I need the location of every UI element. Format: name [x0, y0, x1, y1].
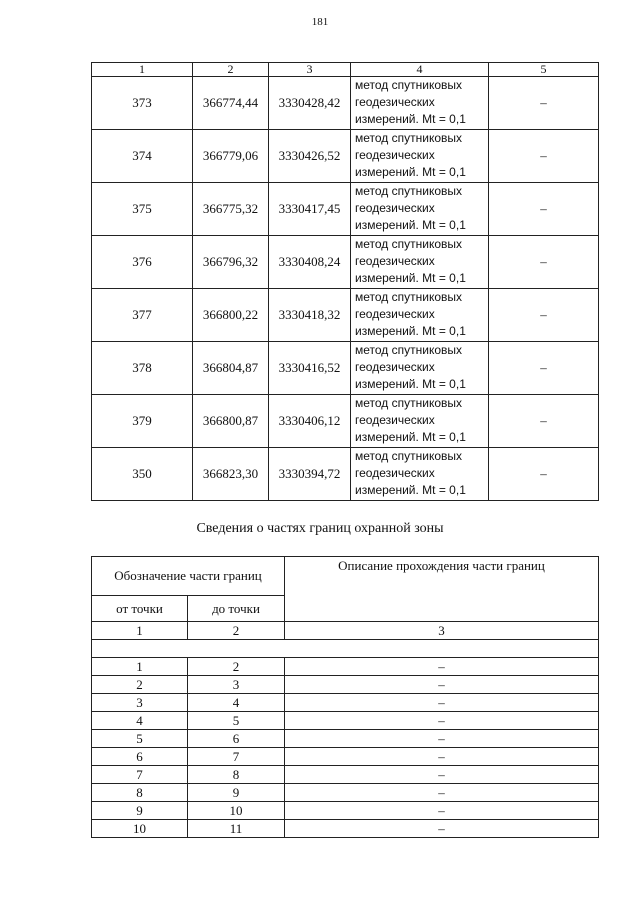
from-point-cell: 1 — [92, 658, 188, 676]
method-line: метод спутниковых — [355, 449, 463, 463]
method-cell — [351, 236, 489, 289]
to-point-cell: 5 — [188, 712, 285, 730]
col5-cell: – — [489, 448, 599, 501]
x-coordinate-cell: 366800,87 — [193, 395, 269, 448]
column-number-header: 1 — [92, 622, 188, 640]
method-cell — [351, 395, 489, 448]
designation-header: Обозначение части границ — [92, 557, 285, 596]
coordinates-row — [92, 183, 599, 236]
col5-cell: – — [489, 236, 599, 289]
point-number-cell: 350 — [92, 448, 193, 501]
parts-row — [92, 712, 599, 730]
col5-cell: – — [489, 130, 599, 183]
from-point-cell: 3 — [92, 694, 188, 712]
coordinates-row — [92, 342, 599, 395]
point-number-cell: 376 — [92, 236, 193, 289]
y-coordinate-cell: 3330418,32 — [269, 289, 351, 342]
method-line: геодезических — [355, 466, 435, 480]
to-point-cell: 2 — [188, 658, 285, 676]
description-cell: – — [285, 802, 599, 820]
from-point-cell: 2 — [92, 676, 188, 694]
coordinates-row — [92, 448, 599, 501]
coordinates-row — [92, 77, 599, 130]
description-cell: – — [285, 820, 599, 838]
x-coordinate-cell: 366796,32 — [193, 236, 269, 289]
y-coordinate-cell: 3330394,72 — [269, 448, 351, 501]
method-line: измерений. Mt = 0,1 — [355, 483, 466, 497]
description-cell: – — [285, 694, 599, 712]
parts-row — [92, 694, 599, 712]
description-header: Описание прохождения части границ — [285, 557, 599, 622]
y-coordinate-cell: 3330426,52 — [269, 130, 351, 183]
x-coordinate-cell: 366823,30 — [193, 448, 269, 501]
description-cell: – — [285, 748, 599, 766]
method-cell — [351, 183, 489, 236]
y-coordinate-cell: 3330406,12 — [269, 395, 351, 448]
method-line: метод спутниковых — [355, 184, 463, 198]
parts-row — [92, 766, 599, 784]
method-line: геодезических — [355, 201, 435, 215]
point-number-cell: 374 — [92, 130, 193, 183]
col5-cell: – — [489, 183, 599, 236]
method-line: метод спутниковых — [355, 343, 463, 357]
column-number-header: 3 — [269, 63, 351, 77]
x-coordinate-cell: 366800,22 — [193, 289, 269, 342]
method-line: измерений. Mt = 0,1 — [355, 324, 466, 338]
parts-row — [92, 730, 599, 748]
from-point-cell: 6 — [92, 748, 188, 766]
method-line: геодезических — [355, 254, 435, 268]
to-point-cell: 6 — [188, 730, 285, 748]
y-coordinate-cell: 3330428,42 — [269, 77, 351, 130]
y-coordinate-cell: 3330408,24 — [269, 236, 351, 289]
boundary-parts-table — [91, 556, 599, 838]
to-point-cell: 3 — [188, 676, 285, 694]
coordinates-row — [92, 236, 599, 289]
blank-row — [92, 640, 599, 658]
x-coordinate-cell: 366775,32 — [193, 183, 269, 236]
x-coordinate-cell: 366774,44 — [193, 77, 269, 130]
blank-cell — [92, 640, 599, 658]
method-line: метод спутниковых — [355, 78, 463, 92]
method-line: измерений. Mt = 0,1 — [355, 377, 466, 391]
to-point-cell: 7 — [188, 748, 285, 766]
method-cell — [351, 342, 489, 395]
point-number-cell: 378 — [92, 342, 193, 395]
method-line: метод спутниковых — [355, 237, 463, 251]
column-number-header: 2 — [188, 622, 285, 640]
to-point-cell: 10 — [188, 802, 285, 820]
coordinates-row — [92, 130, 599, 183]
parts-row — [92, 820, 599, 838]
coordinates-row — [92, 395, 599, 448]
method-line: метод спутниковых — [355, 131, 463, 145]
point-number-cell: 377 — [92, 289, 193, 342]
column-number-header: 5 — [489, 63, 599, 77]
parts-row — [92, 784, 599, 802]
y-coordinate-cell: 3330417,45 — [269, 183, 351, 236]
x-coordinate-cell: 366804,87 — [193, 342, 269, 395]
description-cell: – — [285, 676, 599, 694]
method-line: геодезических — [355, 413, 435, 427]
to-point-cell: 9 — [188, 784, 285, 802]
method-line: метод спутниковых — [355, 290, 463, 304]
parts-row — [92, 676, 599, 694]
method-cell — [351, 448, 489, 501]
method-line: измерений. Mt = 0,1 — [355, 112, 466, 126]
point-number-cell: 379 — [92, 395, 193, 448]
method-cell — [351, 77, 489, 130]
parts-row — [92, 802, 599, 820]
from-point-cell: 4 — [92, 712, 188, 730]
to-point-header: до точки — [188, 596, 285, 622]
method-line: измерений. Mt = 0,1 — [355, 271, 466, 285]
description-cell: – — [285, 658, 599, 676]
from-point-cell: 7 — [92, 766, 188, 784]
from-point-cell: 10 — [92, 820, 188, 838]
method-line: геодезических — [355, 148, 435, 162]
col5-cell: – — [489, 77, 599, 130]
description-cell: – — [285, 712, 599, 730]
to-point-cell: 11 — [188, 820, 285, 838]
column-number-header: 1 — [92, 63, 193, 77]
parts-row — [92, 748, 599, 766]
column-number-header: 3 — [285, 622, 599, 640]
method-line: измерений. Mt = 0,1 — [355, 218, 466, 232]
description-cell: – — [285, 766, 599, 784]
to-point-cell: 4 — [188, 694, 285, 712]
col5-cell: – — [489, 395, 599, 448]
method-cell — [351, 289, 489, 342]
column-number-header: 4 — [351, 63, 489, 77]
from-point-header: от точки — [92, 596, 188, 622]
y-coordinate-cell: 3330416,52 — [269, 342, 351, 395]
parts-column-numbers-row — [92, 622, 599, 640]
parts-header-row — [92, 557, 599, 596]
from-point-cell: 9 — [92, 802, 188, 820]
method-line: измерений. Mt = 0,1 — [355, 165, 466, 179]
description-cell: – — [285, 730, 599, 748]
point-number-cell: 375 — [92, 183, 193, 236]
method-line: геодезических — [355, 360, 435, 374]
method-line: измерений. Mt = 0,1 — [355, 430, 466, 444]
method-line: метод спутниковых — [355, 396, 463, 410]
from-point-cell: 8 — [92, 784, 188, 802]
from-point-cell: 5 — [92, 730, 188, 748]
coordinates-row — [92, 289, 599, 342]
method-line: геодезических — [355, 307, 435, 321]
page-number: 181 — [311, 16, 329, 28]
col5-cell: – — [489, 289, 599, 342]
point-number-cell: 373 — [92, 77, 193, 130]
to-point-cell: 8 — [188, 766, 285, 784]
col5-cell: – — [489, 342, 599, 395]
parts-row — [92, 658, 599, 676]
coordinates-header-row — [92, 63, 599, 77]
method-line: геодезических — [355, 95, 435, 109]
column-number-header: 2 — [193, 63, 269, 77]
coordinates-table — [91, 62, 599, 501]
method-cell — [351, 130, 489, 183]
x-coordinate-cell: 366779,06 — [193, 130, 269, 183]
section-title: Сведения о частях границ охранной зоны — [196, 521, 444, 536]
description-cell: – — [285, 784, 599, 802]
